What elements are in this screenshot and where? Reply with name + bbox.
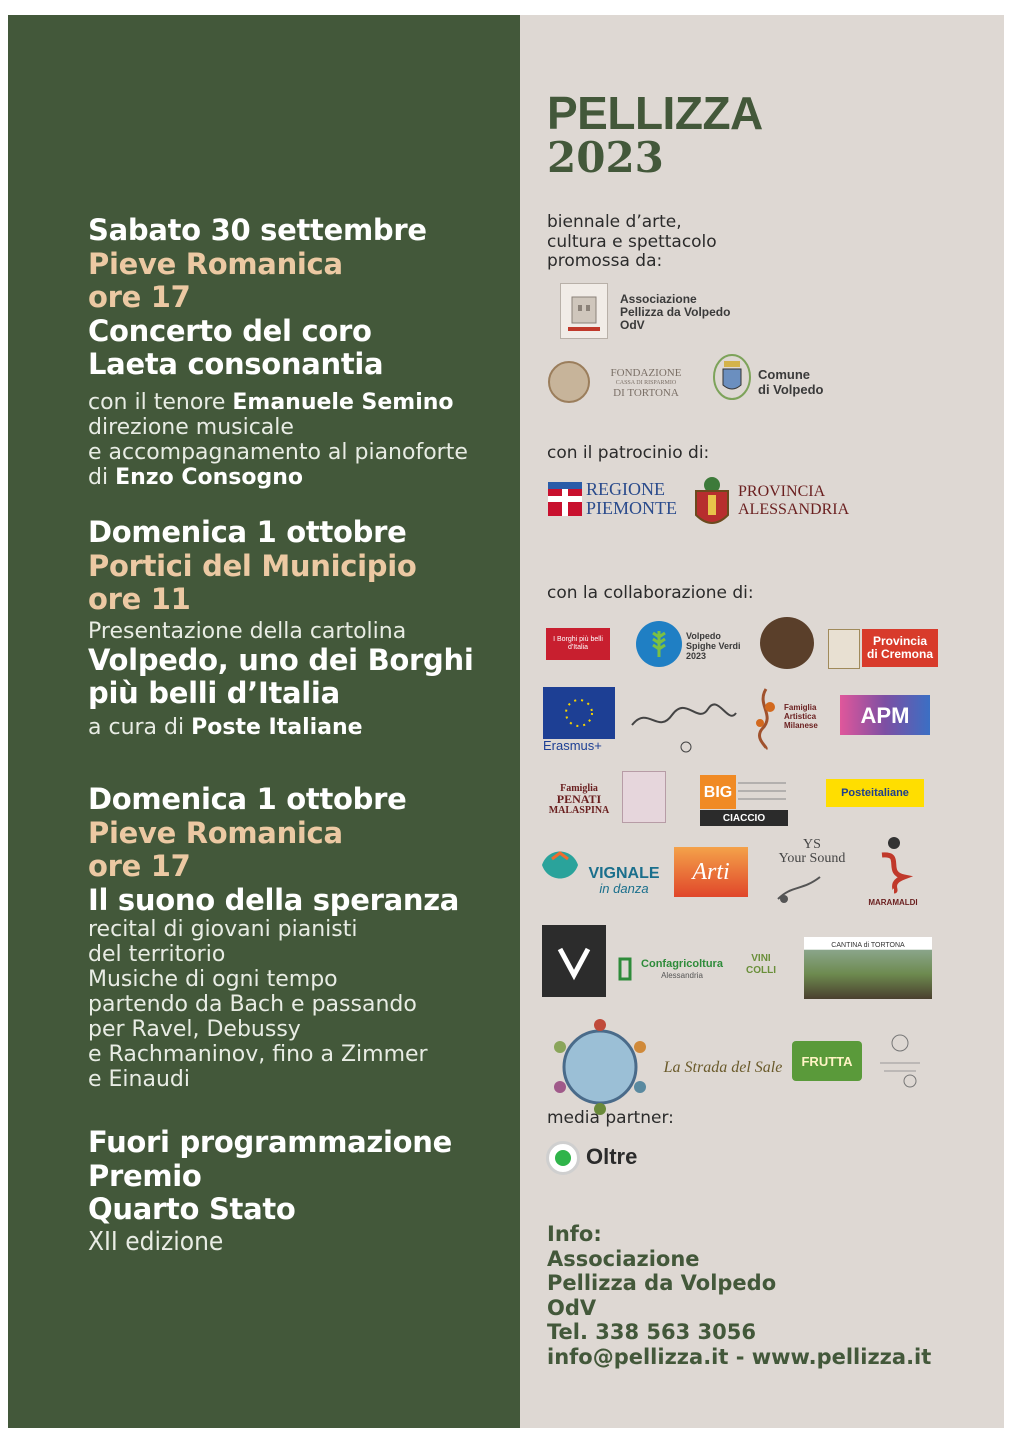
- extra-line: Fuori programmazione: [88, 1125, 452, 1159]
- info-contact: info@pellizza.it - www.pellizza.it: [547, 1344, 932, 1369]
- brand-title: PELLIZZA: [547, 87, 763, 139]
- event-intro: Presentazione della cartolina: [88, 618, 407, 644]
- borghi-logo: I Borghi più belli d'Italia: [546, 628, 610, 660]
- event-detail: partendo da Bach e passando: [88, 992, 417, 1017]
- arti-logo: Arti: [674, 847, 748, 897]
- vignale-label: VIGNALE in danza: [588, 865, 660, 896]
- spighe-icon: [636, 621, 682, 667]
- ys-label: YS Your Sound: [778, 837, 846, 866]
- apm-logo: APM: [840, 695, 930, 735]
- strada-sale-label: La Strada del Sale: [663, 1058, 783, 1076]
- tagline-line: cultura e spettacolo: [547, 231, 717, 252]
- event-time: ore 17: [88, 280, 191, 314]
- extra-line: Premio: [88, 1158, 202, 1193]
- info-line: Info:: [547, 1222, 602, 1246]
- vini-colli-logo: VINI COLLI: [746, 953, 776, 976]
- signature-logo: [628, 695, 740, 755]
- cantine-volpi-logo: [542, 925, 606, 997]
- brand-tagline: [547, 213, 717, 272]
- associazione-label: Associazione Pellizza da Volpedo OdV: [620, 291, 731, 332]
- provincia-label: PROVINCIA ALESSANDRIA: [738, 483, 850, 518]
- event-detail: e accompagnamento al pianoforte: [88, 439, 468, 465]
- event-day: Domenica 1 ottobre: [88, 782, 407, 816]
- confagri-icon: [616, 955, 634, 983]
- event-title: Volpedo, uno dei Borghi: [88, 642, 474, 677]
- building-icon: [564, 287, 604, 335]
- oltre-label: Oltre: [586, 1143, 638, 1169]
- event-day: Domenica 1 ottobre: [88, 515, 407, 549]
- erasmus-flag-icon: [543, 687, 615, 739]
- extra-edition: XII edizione: [88, 1226, 224, 1257]
- event-day: Sabato 30 settembre: [88, 213, 427, 247]
- erasmus-label: Erasmus+: [543, 737, 602, 753]
- maramaldi-label: MARAMALDI: [868, 897, 918, 907]
- program-panel: [8, 15, 520, 1428]
- oltre-icon: [546, 1141, 580, 1175]
- maramaldi-figure-icon: [874, 833, 914, 893]
- event-title: più belli d’Italia: [88, 676, 340, 710]
- comune-shield-icon: [712, 347, 752, 403]
- penati-label: Famiglia PENATI MALASPINA: [548, 782, 610, 816]
- event-3: [88, 783, 459, 1092]
- spighe-label: Volpedo Spighe Verdi 2023: [686, 631, 741, 661]
- patronage-heading: con il patrocinio di:: [547, 443, 710, 463]
- event-detail: a cura di Poste Italiane: [88, 714, 363, 740]
- event-detail: Musiche di ogni tempo: [88, 967, 338, 992]
- event-detail: e Einaudi: [88, 1067, 190, 1092]
- tagline-line: biennale d’arte,: [547, 212, 682, 232]
- event-detail: con il tenore Emanuele Semino: [88, 389, 454, 415]
- fondazione-seal-icon: [548, 361, 590, 403]
- event-detail: del territorio: [88, 942, 226, 967]
- collaboration-heading: con la collaborazione di:: [547, 583, 754, 603]
- frutta-logo: FRUTTA: [792, 1041, 862, 1081]
- event-detail: recital di giovani pianisti: [88, 917, 358, 942]
- cantina-tortona-logo: CANTINA di TORTONA: [804, 937, 932, 999]
- info-line: Pellizza da Volpedo: [547, 1271, 777, 1296]
- tagline-line: promossa da:: [547, 251, 663, 271]
- famiglia-artistica-label: Famiglia Artistica Milanese: [784, 702, 818, 730]
- associazione-logo: [560, 283, 608, 339]
- info-line: OdV: [547, 1295, 597, 1320]
- flower-icon: [748, 685, 784, 751]
- event-title: Concerto del coro: [88, 313, 372, 348]
- event-2: [88, 516, 474, 740]
- fondazione-label: FONDAZIONE CASSA DI RISPARMIO DI TORTONA: [610, 367, 682, 399]
- event-place: Pieve Romanica: [88, 246, 343, 281]
- choir-photo-icon: [760, 617, 814, 669]
- circle-emblem-icon: [542, 1017, 658, 1117]
- big-group-lines: [736, 775, 788, 809]
- event-time: ore 11: [88, 582, 191, 616]
- event-detail: per Ravel, Debussy: [88, 1017, 301, 1042]
- event-place: Pieve Romanica: [88, 815, 343, 850]
- event-title: Laeta consonantia: [88, 347, 384, 381]
- regione-label: REGIONE PIEMONTE: [586, 479, 677, 518]
- extra-line: Quarto Stato: [88, 1192, 296, 1226]
- event-detail: direzione musicale: [88, 414, 294, 440]
- event-1: [88, 214, 468, 490]
- extra-event: [88, 1126, 452, 1257]
- cremona-label: Provincia di Cremona: [862, 629, 938, 667]
- poste-logo: Posteitaliane: [826, 779, 924, 807]
- info-block: [547, 1222, 931, 1370]
- info-phone: Tel. 338 563 3056: [547, 1320, 757, 1345]
- event-detail: e Rachmaninov, fino a Zimmer: [88, 1042, 428, 1067]
- sketch-icon: [870, 1029, 930, 1091]
- cremona-crest-icon: [828, 629, 860, 669]
- event-title: Il suono della speranza: [88, 882, 460, 917]
- info-line: Associazione: [547, 1246, 700, 1271]
- event-place: Portici del Municipio: [88, 548, 417, 583]
- confagri-label: Confagricoltura Alessandria: [641, 958, 723, 980]
- regione-flag-icon: [548, 482, 582, 516]
- comune-label: Comune di Volpedo: [758, 367, 824, 397]
- music-note-icon: [772, 871, 826, 907]
- ciaccio-label: CIACCIO: [700, 810, 788, 826]
- big-logo: BIG: [700, 775, 736, 809]
- brand-year: 2023: [547, 133, 664, 182]
- penati-crest-icon: [622, 771, 666, 823]
- media-heading: media partner:: [547, 1108, 674, 1128]
- vignale-leaf-icon: [538, 843, 582, 887]
- provincia-crest-icon: [690, 475, 734, 533]
- event-detail: di Enzo Consogno: [88, 464, 304, 490]
- event-time: ore 17: [88, 849, 191, 883]
- partners-panel: [520, 15, 1004, 1428]
